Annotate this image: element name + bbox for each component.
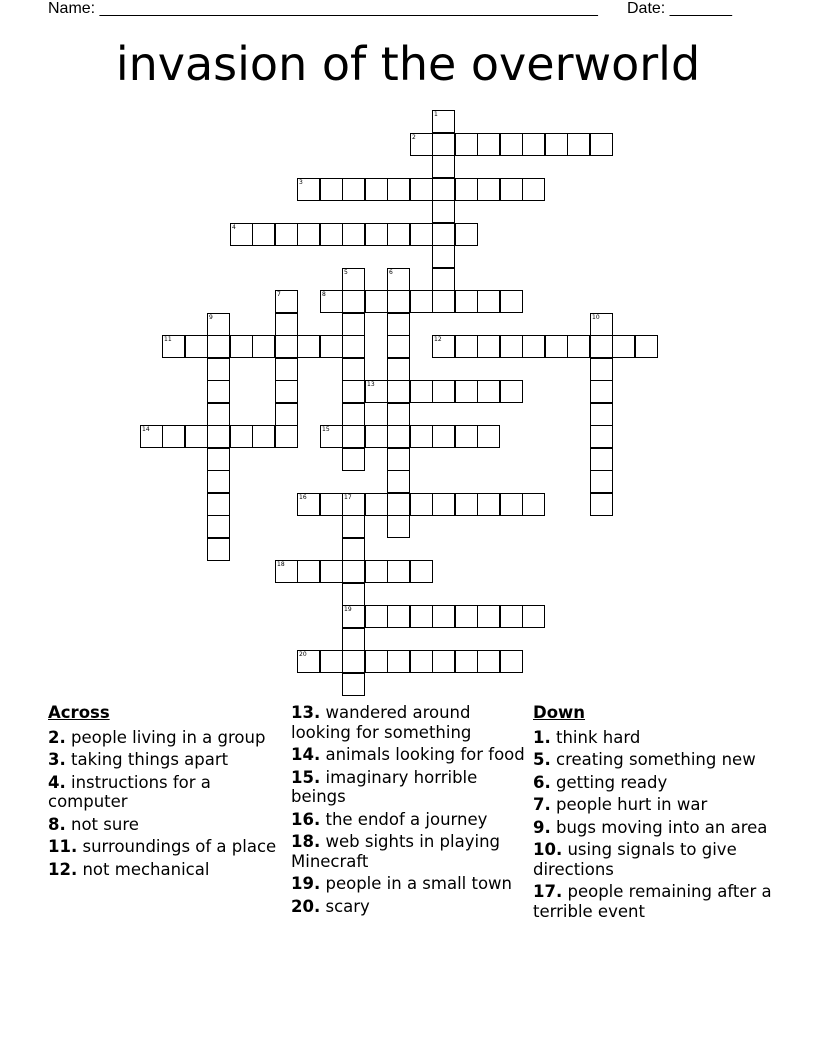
clue-text: creating something new [550, 750, 756, 769]
grid-cell[interactable] [477, 650, 500, 673]
grid-cell[interactable] [590, 470, 613, 493]
clue-number: 11. [48, 837, 78, 856]
across-clue [48, 837, 278, 857]
grid-cell[interactable] [432, 380, 455, 403]
grid-cell[interactable] [207, 538, 230, 561]
grid-cell[interactable] [500, 380, 523, 403]
down-clue [533, 882, 773, 921]
clue-number: 18. [291, 832, 321, 851]
grid-cell[interactable] [387, 313, 410, 336]
down-clue [533, 750, 773, 770]
grid-cell[interactable] [320, 335, 343, 358]
grid-cell[interactable] [297, 335, 320, 358]
grid-cell[interactable] [365, 290, 388, 313]
grid-cell[interactable] [320, 223, 343, 246]
cell-number: 11 [164, 336, 172, 343]
grid-cell[interactable] [387, 358, 410, 381]
grid-cell[interactable] [522, 335, 545, 358]
clue-text: the endof a journey [320, 809, 488, 829]
clue-column-2 [291, 703, 526, 919]
down-clue [533, 795, 773, 815]
grid-cell[interactable] [342, 673, 365, 696]
grid-cell[interactable] [477, 133, 500, 156]
across-clue [291, 768, 526, 807]
grid-cell[interactable] [522, 605, 545, 628]
cell-number: 15 [322, 426, 330, 433]
grid-cell[interactable] [387, 470, 410, 493]
cell-number: 19 [344, 606, 352, 613]
cell-number: 20 [299, 651, 307, 658]
grid-cell[interactable] [387, 448, 410, 471]
grid-cell[interactable] [432, 290, 455, 313]
clue-text: people living in a group [65, 727, 266, 747]
grid-cell[interactable] [590, 448, 613, 471]
grid-cell[interactable] [432, 110, 455, 133]
grid-cell[interactable] [230, 335, 253, 358]
date-label: Date: [627, 0, 666, 17]
grid-cell[interactable] [477, 605, 500, 628]
grid-cell[interactable] [342, 448, 365, 471]
grid-cell[interactable] [500, 605, 523, 628]
grid-cell[interactable] [410, 178, 433, 201]
grid-cell[interactable] [567, 335, 590, 358]
grid-cell[interactable] [140, 425, 163, 448]
grid-cell[interactable] [365, 560, 388, 583]
grid-cell[interactable] [387, 650, 410, 673]
grid-cell[interactable] [477, 335, 500, 358]
grid-cell[interactable] [522, 493, 545, 516]
clue-text: wandered around looking for something [291, 703, 472, 742]
grid-cell[interactable] [342, 628, 365, 651]
grid-cell[interactable] [387, 380, 410, 403]
clue-text: bugs moving into an area [550, 817, 768, 837]
grid-cell[interactable] [455, 650, 478, 673]
grid-cell[interactable] [342, 493, 365, 516]
grid-cell[interactable] [230, 223, 253, 246]
cell-number: 14 [142, 426, 150, 433]
grid-cell[interactable] [252, 335, 275, 358]
grid-cell[interactable] [500, 178, 523, 201]
grid-cell[interactable] [455, 380, 478, 403]
across-clue [291, 897, 526, 917]
grid-cell[interactable] [500, 133, 523, 156]
grid-cell[interactable] [297, 178, 320, 201]
name-label: Name: [48, 0, 96, 17]
grid-cell[interactable] [252, 223, 275, 246]
grid-cell[interactable] [455, 133, 478, 156]
grid-cell[interactable] [590, 403, 613, 426]
clue-number: 1. [533, 727, 551, 747]
across-clue [291, 703, 526, 742]
across-clue [291, 745, 526, 765]
grid-cell[interactable] [545, 335, 568, 358]
cell-number: 18 [277, 561, 285, 568]
grid-cell[interactable] [387, 605, 410, 628]
grid-cell[interactable] [365, 425, 388, 448]
grid-cell[interactable] [432, 133, 455, 156]
clue-number: 16. [291, 809, 321, 829]
cell-number: 3 [299, 179, 303, 186]
clue-number: 4. [48, 772, 66, 792]
grid-cell[interactable] [410, 560, 433, 583]
grid-cell[interactable] [207, 470, 230, 493]
clue-text: imaginary horrible beings [291, 767, 478, 806]
across-clue [48, 815, 278, 835]
grid-cell[interactable] [275, 425, 298, 448]
cell-number: 12 [434, 336, 442, 343]
clue-number: 20. [291, 896, 321, 916]
grid-cell[interactable] [432, 493, 455, 516]
grid-cell[interactable] [387, 290, 410, 313]
grid-cell[interactable] [185, 425, 208, 448]
across-clue [48, 773, 278, 812]
grid-cell[interactable] [365, 178, 388, 201]
grid-cell[interactable] [522, 133, 545, 156]
grid-cell[interactable] [612, 335, 635, 358]
clue-text: taking things apart [65, 750, 229, 769]
grid-cell[interactable] [387, 335, 410, 358]
grid-cell[interactable] [320, 650, 343, 673]
down-clue [533, 818, 773, 838]
grid-cell[interactable] [297, 223, 320, 246]
across-clue [291, 874, 526, 894]
grid-cell[interactable] [275, 358, 298, 381]
grid-cell[interactable] [342, 313, 365, 336]
clue-text: web sights in playing Minecraft [291, 832, 501, 871]
clue-text: getting ready [550, 772, 668, 792]
grid-cell[interactable] [432, 245, 455, 268]
clue-number: 10. [533, 840, 563, 859]
grid-cell[interactable] [410, 605, 433, 628]
grid-cell[interactable] [432, 200, 455, 223]
grid-cell[interactable] [590, 133, 613, 156]
cell-number: 10 [592, 314, 600, 321]
grid-cell[interactable] [207, 380, 230, 403]
grid-cell[interactable] [320, 290, 343, 313]
clue-number: 12. [48, 859, 78, 879]
grid-cell[interactable] [477, 425, 500, 448]
grid-cell[interactable] [275, 223, 298, 246]
down-clue [533, 773, 773, 793]
grid-cell[interactable] [342, 178, 365, 201]
clue-text: not sure [65, 814, 139, 834]
clue-number: 3. [48, 750, 66, 769]
grid-cell[interactable] [207, 335, 230, 358]
grid-cell[interactable] [387, 178, 410, 201]
grid-cell[interactable] [455, 223, 478, 246]
grid-cell[interactable] [455, 178, 478, 201]
grid-cell[interactable] [207, 493, 230, 516]
grid-cell[interactable] [387, 425, 410, 448]
grid-cell[interactable] [477, 290, 500, 313]
clue-number: 5. [533, 750, 551, 769]
grid-cell[interactable] [477, 178, 500, 201]
grid-cell[interactable] [342, 403, 365, 426]
cell-number: 7 [277, 291, 281, 298]
grid-cell[interactable] [410, 425, 433, 448]
grid-cell[interactable] [500, 290, 523, 313]
grid-cell[interactable] [320, 560, 343, 583]
grid-cell[interactable] [342, 380, 365, 403]
grid-cell[interactable] [590, 335, 613, 358]
grid-cell[interactable] [500, 493, 523, 516]
clue-number: 19. [291, 874, 321, 893]
grid-cell[interactable] [387, 560, 410, 583]
clue-number: 6. [533, 772, 551, 792]
clue-number: 15. [291, 767, 321, 787]
grid-cell[interactable] [590, 313, 613, 336]
grid-cell[interactable] [252, 425, 275, 448]
grid-cell[interactable] [365, 380, 388, 403]
down-heading: Down [533, 703, 586, 722]
cell-number: 6 [389, 269, 393, 276]
grid-cell[interactable] [455, 335, 478, 358]
grid-cell[interactable] [342, 335, 365, 358]
grid-cell[interactable] [590, 425, 613, 448]
clue-number: 17. [533, 882, 563, 901]
grid-cell[interactable] [185, 335, 208, 358]
grid-cell[interactable] [500, 335, 523, 358]
name-blank[interactable]: ________________________________________________________ [99, 0, 598, 17]
grid-cell[interactable] [432, 650, 455, 673]
grid-cell[interactable] [342, 358, 365, 381]
grid-cell[interactable] [275, 560, 298, 583]
grid-cell[interactable] [342, 583, 365, 606]
grid-cell[interactable] [500, 650, 523, 673]
grid-cell[interactable] [387, 223, 410, 246]
grid-cell[interactable] [275, 403, 298, 426]
grid-cell[interactable] [320, 425, 343, 448]
grid-cell[interactable] [342, 290, 365, 313]
down-clue [533, 840, 773, 879]
clue-column-3 [533, 703, 773, 924]
cell-number: 8 [322, 291, 326, 298]
grid-cell[interactable] [297, 493, 320, 516]
clue-text: scary [320, 896, 370, 916]
clue-number: 2. [48, 727, 66, 747]
grid-cell[interactable] [387, 515, 410, 538]
clue-text: think hard [550, 727, 641, 747]
grid-cell[interactable] [207, 403, 230, 426]
grid-cell[interactable] [455, 290, 478, 313]
grid-cell[interactable] [275, 313, 298, 336]
grid-cell[interactable] [387, 268, 410, 291]
cell-number: 1 [434, 111, 438, 118]
across-clue [291, 810, 526, 830]
date-blank[interactable]: _______ [669, 0, 732, 17]
cell-number: 9 [209, 314, 213, 321]
grid-cell[interactable] [342, 538, 365, 561]
grid-cell[interactable] [275, 335, 298, 358]
grid-cell[interactable] [432, 155, 455, 178]
grid-cell[interactable] [410, 290, 433, 313]
grid-cell[interactable] [432, 605, 455, 628]
grid-cell[interactable] [432, 268, 455, 291]
grid-cell[interactable] [432, 425, 455, 448]
grid-cell[interactable] [342, 425, 365, 448]
grid-cell[interactable] [365, 605, 388, 628]
grid-cell[interactable] [455, 425, 478, 448]
grid-cell[interactable] [162, 425, 185, 448]
grid-cell[interactable] [342, 605, 365, 628]
grid-cell[interactable] [567, 133, 590, 156]
grid-cell[interactable] [207, 448, 230, 471]
clue-number: 13. [291, 703, 321, 722]
grid-cell[interactable] [207, 358, 230, 381]
across-heading: Across [48, 703, 110, 722]
grid-cell[interactable] [455, 605, 478, 628]
grid-cell[interactable] [207, 425, 230, 448]
grid-cell[interactable] [230, 425, 253, 448]
cell-number: 16 [299, 494, 307, 501]
grid-cell[interactable] [432, 178, 455, 201]
clue-number: 8. [48, 814, 66, 834]
clue-number: 14. [291, 745, 321, 764]
clue-column-1 [48, 703, 278, 882]
grid-cell[interactable] [275, 380, 298, 403]
grid-cell[interactable] [432, 335, 455, 358]
cell-number: 17 [344, 494, 352, 501]
grid-cell[interactable] [207, 313, 230, 336]
grid-cell[interactable] [342, 650, 365, 673]
puzzle-title: invasion of the overworld [115, 37, 701, 91]
clue-text: people hurt in war [550, 795, 708, 814]
across-clue [291, 832, 526, 871]
clue-text: people in a small town [320, 874, 513, 893]
clue-text: people remaining after a terrible event [533, 882, 772, 921]
grid-cell[interactable] [365, 223, 388, 246]
clue-text: using signals to give directions [533, 840, 737, 879]
clue-text: instructions for a computer [48, 772, 211, 811]
grid-cell[interactable] [320, 178, 343, 201]
across-clue [48, 728, 278, 748]
grid-cell[interactable] [320, 493, 343, 516]
grid-cell[interactable] [342, 560, 365, 583]
grid-cell[interactable] [432, 223, 455, 246]
grid-cell[interactable] [410, 223, 433, 246]
cell-number: 2 [412, 134, 416, 141]
grid-cell[interactable] [410, 380, 433, 403]
clue-text: animals looking for food [320, 745, 525, 764]
grid-cell[interactable] [275, 290, 298, 313]
grid-cell[interactable] [387, 403, 410, 426]
grid-cell[interactable] [342, 515, 365, 538]
grid-cell[interactable] [365, 493, 388, 516]
cell-number: 4 [232, 224, 236, 231]
grid-cell[interactable] [342, 268, 365, 291]
grid-cell[interactable] [590, 493, 613, 516]
grid-cell[interactable] [522, 178, 545, 201]
down-clue [533, 728, 773, 748]
grid-cell[interactable] [410, 133, 433, 156]
clue-text: not mechanical [77, 859, 210, 879]
grid-cell[interactable] [410, 650, 433, 673]
clue-number: 9. [533, 817, 551, 837]
grid-cell[interactable] [590, 358, 613, 381]
clue-text: surroundings of a place [77, 837, 277, 856]
grid-cell[interactable] [365, 650, 388, 673]
grid-cell[interactable] [590, 380, 613, 403]
grid-cell[interactable] [297, 650, 320, 673]
cell-number: 13 [367, 381, 375, 388]
grid-cell[interactable] [545, 133, 568, 156]
grid-cell[interactable] [635, 335, 658, 358]
cell-number: 5 [344, 269, 348, 276]
grid-cell[interactable] [342, 223, 365, 246]
across-clue [48, 750, 278, 770]
grid-cell[interactable] [410, 493, 433, 516]
grid-cell[interactable] [477, 493, 500, 516]
grid-cell[interactable] [207, 515, 230, 538]
across-clue [48, 860, 278, 880]
grid-cell[interactable] [387, 493, 410, 516]
grid-cell[interactable] [162, 335, 185, 358]
grid-cell[interactable] [477, 380, 500, 403]
clue-number: 7. [533, 795, 551, 814]
grid-cell[interactable] [455, 493, 478, 516]
grid-cell[interactable] [297, 560, 320, 583]
